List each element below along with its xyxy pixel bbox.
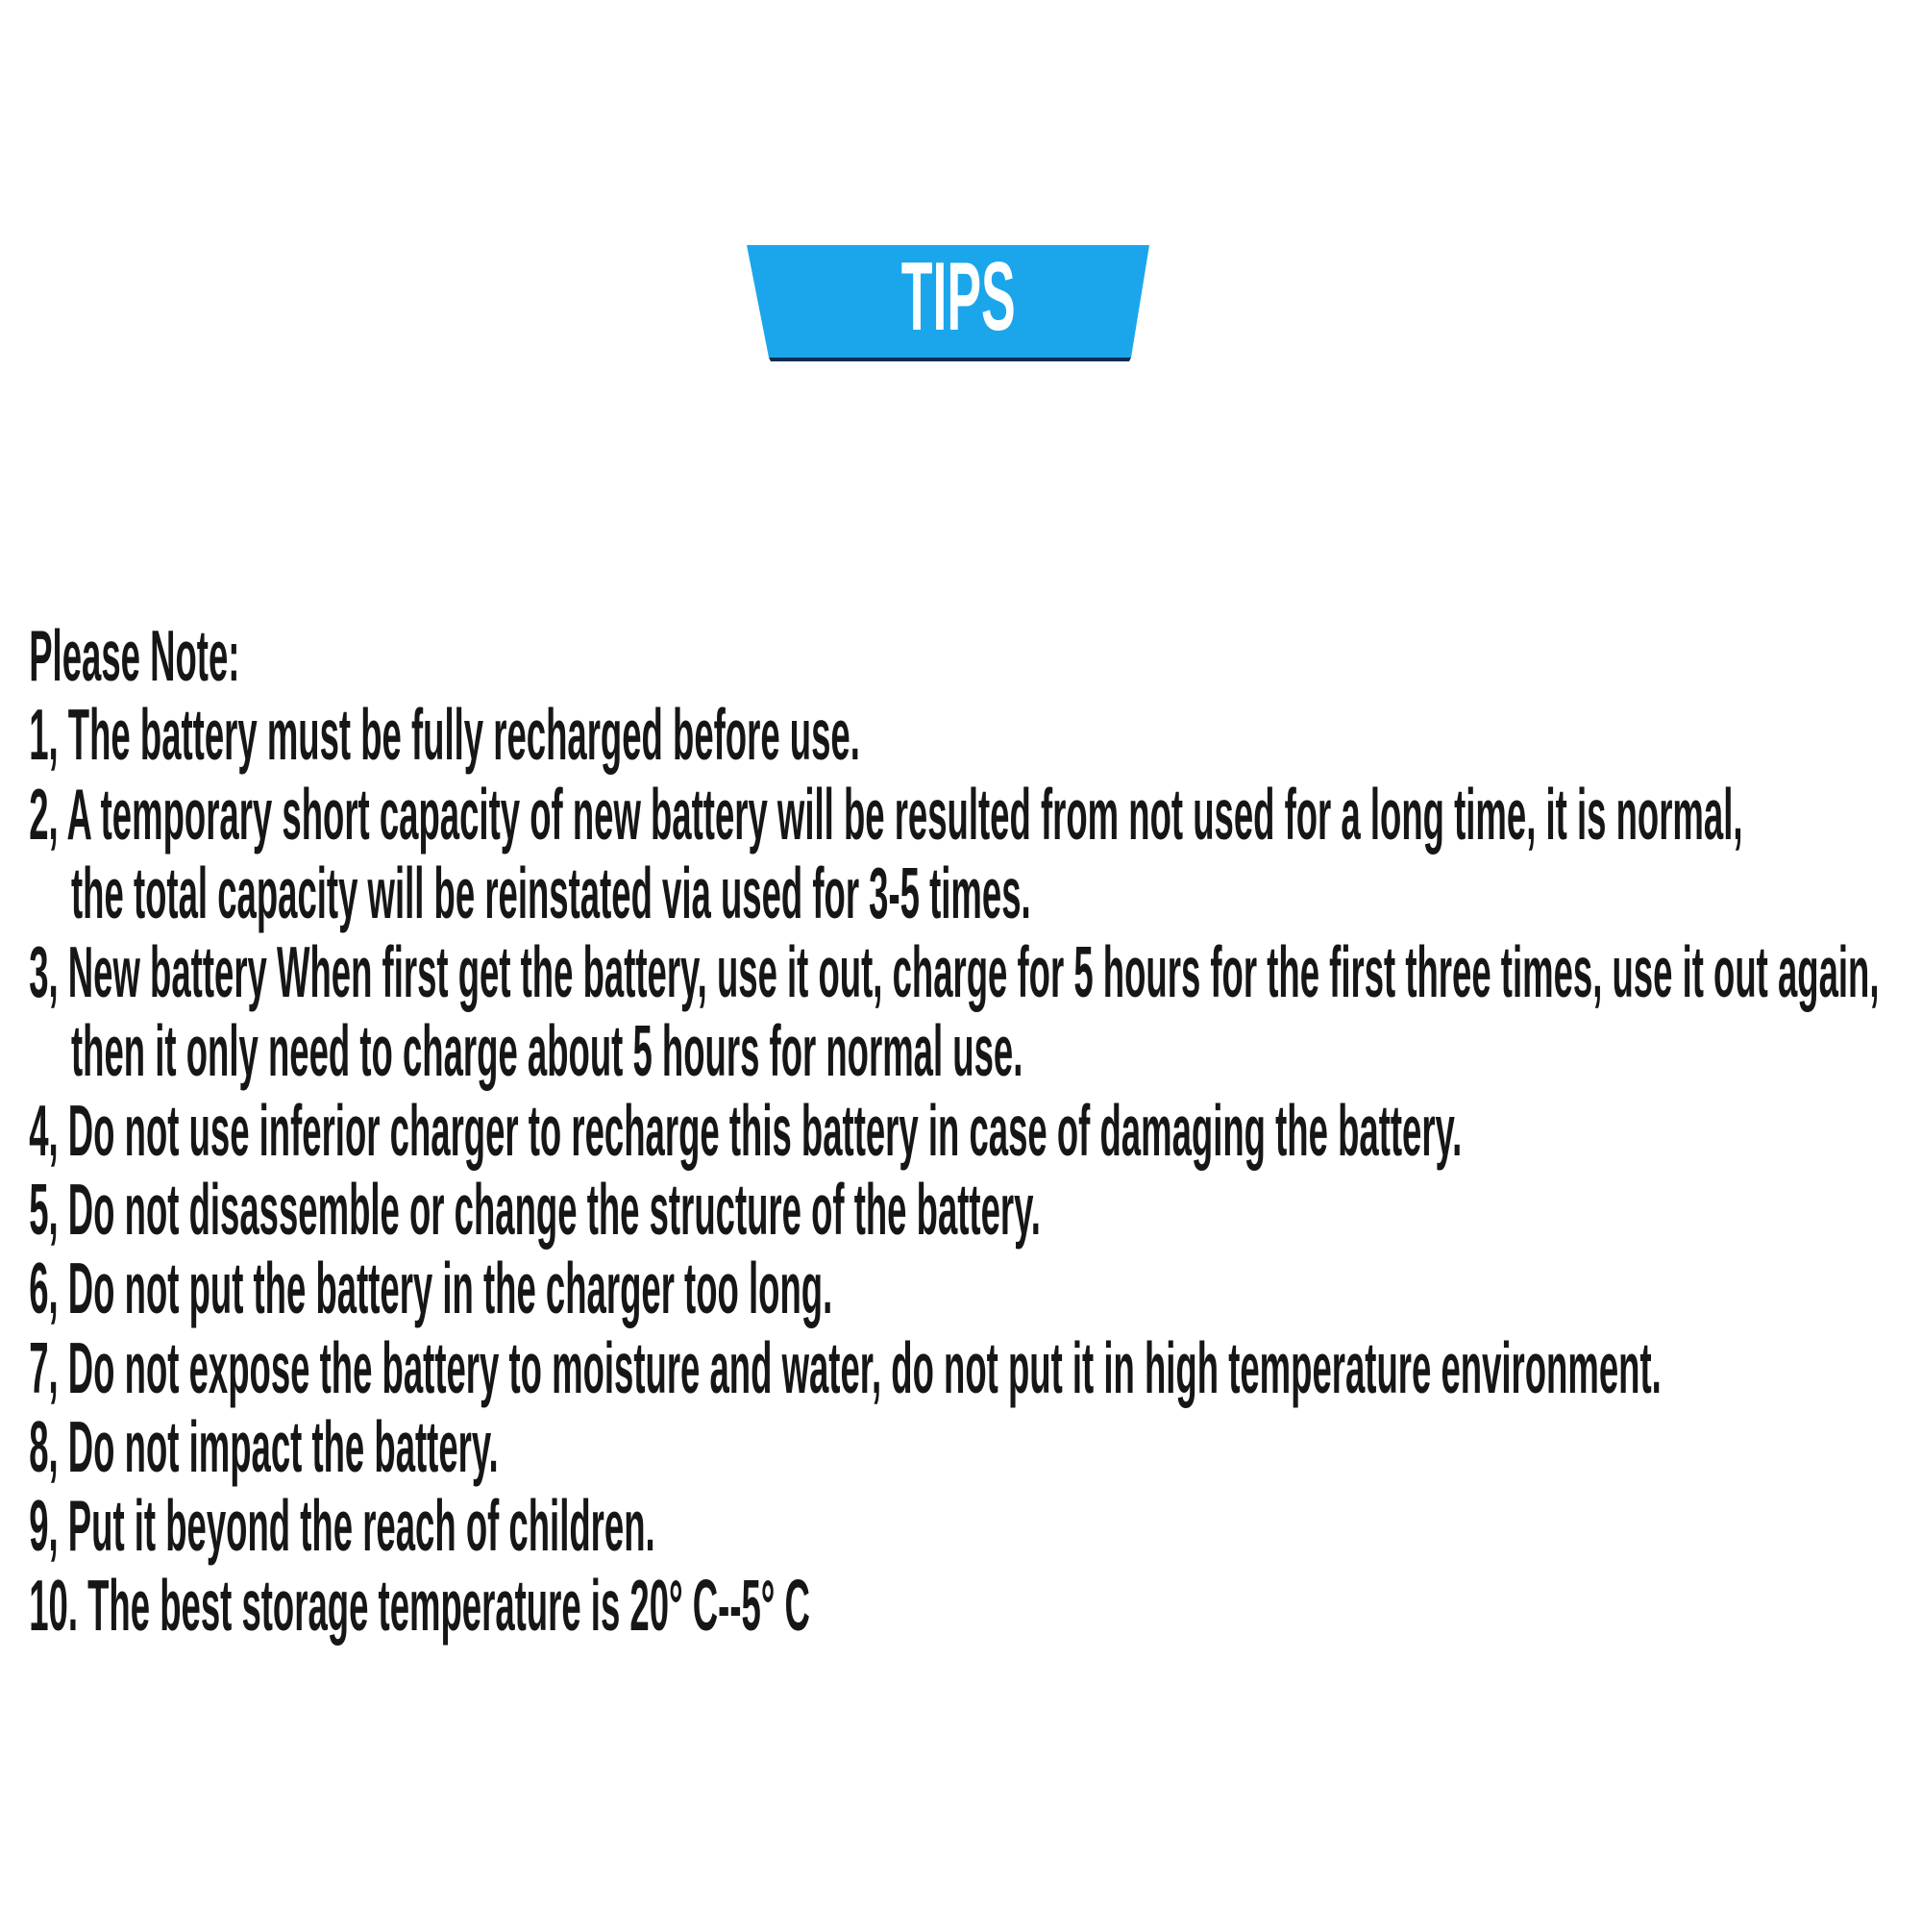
banner-label-box	[747, 245, 1149, 358]
note-line: 9, Put it beyond the reach of children.	[29, 1485, 655, 1567]
note-line: the total capacity will be reinstated via used for 3-5 times.	[71, 852, 1031, 933]
note-line: 1, The battery must be fully recharged before use.	[29, 694, 860, 776]
note-line: 2, A temporary short capacity of new battery will be resulted from not used for a long time, it is normal,	[29, 773, 1743, 855]
note-line: 10. The best storage temperature is 20° C--5° C	[29, 1564, 810, 1646]
tips-banner	[747, 245, 1149, 361]
note-line: 8, Do not impact the battery.	[29, 1405, 499, 1487]
note-line: 6, Do not put the battery in the charger too long.	[29, 1248, 833, 1329]
banner-bottom-shadow	[769, 358, 1131, 361]
banner-title: TIPS	[901, 243, 1016, 351]
notes-lines	[0, 616, 1922, 1645]
note-line: 7, Do not expose the battery to moisture and water, do not put it in high temperature environment.	[29, 1326, 1662, 1408]
note-line: then it only need to charge about 5 hours for normal use.	[71, 1010, 1023, 1092]
note-line: 4, Do not use inferior charger to recharge this battery in case of damaging the battery.	[29, 1089, 1463, 1171]
note-line: 5, Do not disassemble or change the structure of the battery.	[29, 1169, 1041, 1251]
notes-heading: Please Note:	[29, 615, 240, 696]
note-line: 3, New battery When first get the battery, use it out, charge for 5 hours for the first three times, use it out again,	[29, 931, 1880, 1013]
